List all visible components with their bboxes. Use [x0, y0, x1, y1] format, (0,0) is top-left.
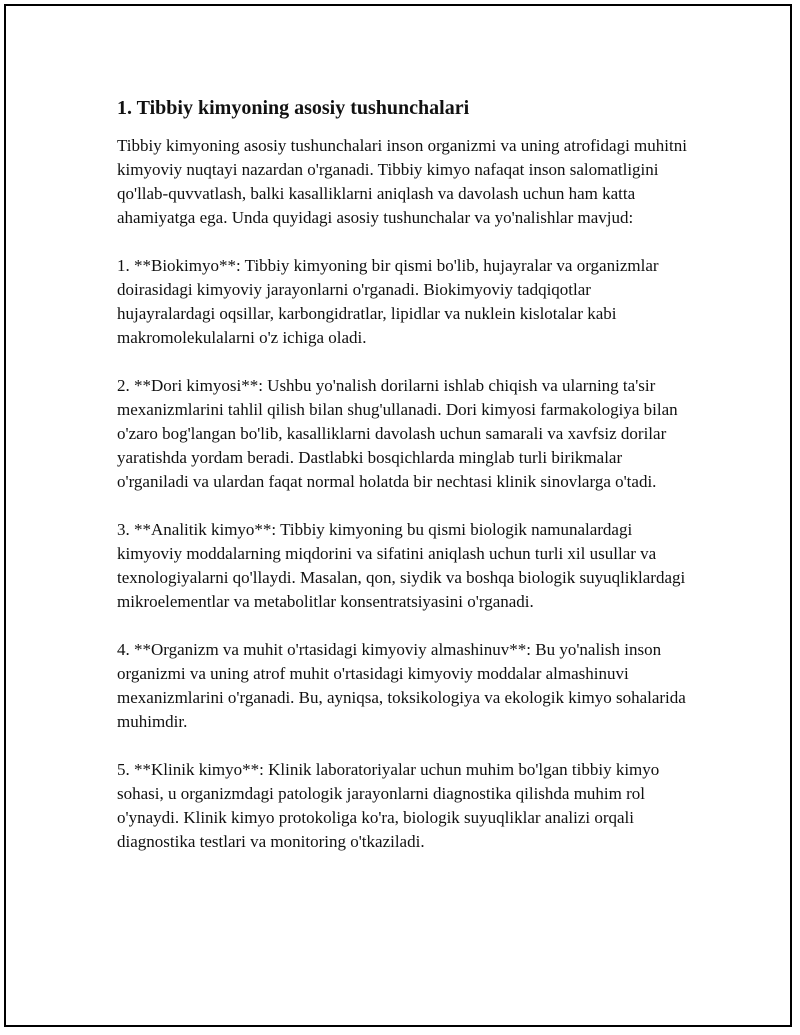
- paragraph-organizm-muhit: 4. **Organizm va muhit o'rtasidagi kimyoviy almashinuv**: Bu yo'nalish inson organizmi va uning atrof muhit o'rtasidagi kimyoviy moddalar almashinuvi mexanizmlarini o'rganadi. Bu, ayniqsa, toksikologiya va ekologik kimyo sohalarida muhimdir.: [117, 640, 686, 731]
- intro-paragraph: Tibbiy kimyoning asosiy tushunchalari inson organizmi va uning atrofidagi muhitni kimyoviy nuqtayi nazardan o'rganadi. Tibbiy kimyo nafaqat inson salomatligini qo'llab-quvvatlash, balki kasalliklarni aniqlash va davolash uchun ham katta ahamiyatga ega. Unda quyidagi asosiy tushunchalar va yo'nalishlar mavjud:: [117, 136, 687, 227]
- paragraph-analitik-kimyo: 3. **Analitik kimyo**: Tibbiy kimyoning bu qismi biologik namunalardagi kimyoviy moddalarning miqdorini va sifatini aniqlash uchun turli xil usullar va texnologiyalarni qo'llaydi. Masalan, qon, siydik va boshqa biologik suyuqliklardagi mikroelementlar va metabolitlar konsentratsiyasini o'rganadi.: [117, 520, 686, 611]
- paragraph-dori-kimyosi: 2. **Dori kimyosi**: Ushbu yo'nalish dorilarni ishlab chiqish va ularning ta'sir mexanizmlarini tahlil qilish bilan shug'ullanadi. Dori kimyosi farmakologiya bilan o'zaro bog'langan bo'lib, kasalliklarni davolash uchun samarali va xavfsiz dorilar yaratishda yordam beradi. Dastlabki bosqichlarda minglab turli birikmalar o'rganiladi va ulardan faqat normal holatda bir nechtasi klinik sinovlarga o'tadi.: [117, 376, 678, 491]
- document-body: [117, 96, 687, 878]
- paragraph-klinik-kimyo: 5. **Klinik kimyo**: Klinik laboratoriyalar uchun muhim bo'lgan tibbiy kimyo sohasi, u organizmdagi patologik jarayonlarni diagnostika qilishda muhim rol o'ynaydi. Klinik kimyo protokoliga ko'ra, biologik suyuqliklar analizi orqali diagnostika testlari va monitoring o'tkaziladi.: [117, 760, 660, 851]
- paragraph-biokimyo: 1. **Biokimyo**: Tibbiy kimyoning bir qismi bo'lib, hujayralar va organizmlar doirasidagi kimyoviy jarayonlarni o'rganadi. Biokimyoviy tadqiqotlar hujayralardagi oqsillar, karbongidratlar, lipidlar va nuklein kislotalar kabi makromolekulalarni o'z ichiga oladi.: [117, 256, 659, 347]
- document-title: 1. Tibbiy kimyoning asosiy tushunchalari: [117, 97, 470, 119]
